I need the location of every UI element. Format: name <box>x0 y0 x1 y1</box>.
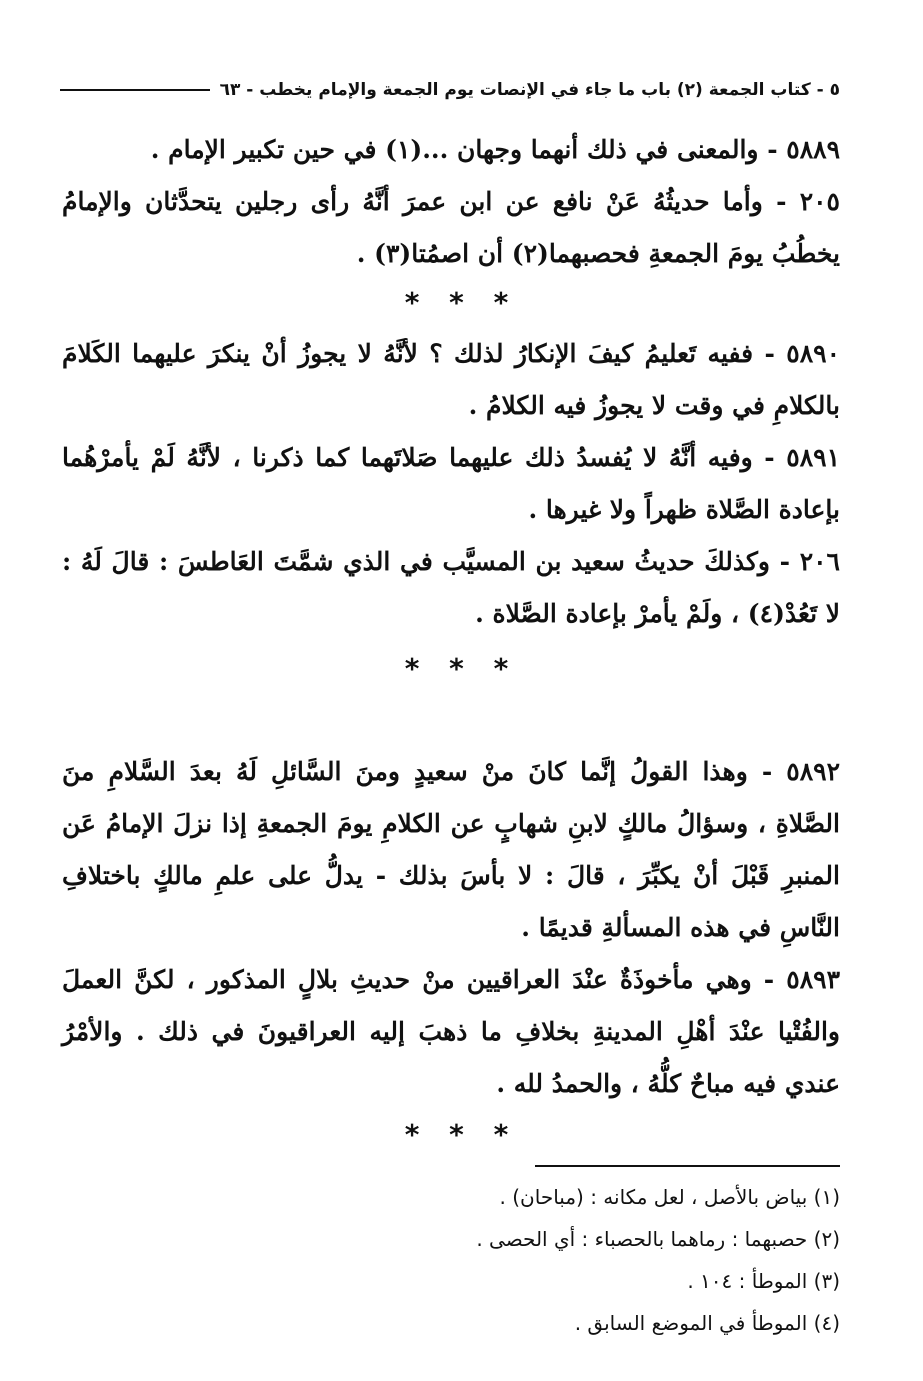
paragraph-5889: ٥٨٨٩ - والمعنى في ذلك أنهما وجهان ...(١) في حين تكبير الإمام . <box>150 135 840 164</box>
text-block-b <box>62 328 840 640</box>
paragraph-5891: ٥٨٩١ - وفيه أنَّهُ لا يُفسدُ ذلك عليهما صَلاتَهما كما ذكرنا ، لأنَّهُ لَمْ يأمرْهُما بإعادة الصَّلاة ظهراً ولا غيرها . <box>62 443 840 524</box>
footnotes <box>62 1176 840 1344</box>
running-head <box>60 72 840 108</box>
paragraph-206: ٢٠٦ - وكذلكَ حديثُ سعيد بن المسيَّب في الذي شمَّتَ العَاطسَ : قالَ لَهُ : لا تَعُدْ(٤) ، ولَمْ يأمرْ بإعادة الصَّلاة . <box>62 547 840 628</box>
footnote-3: (٣) الموطأ : ١٠٤ . <box>687 1269 840 1293</box>
section-separator-2: * * * <box>404 652 519 685</box>
paragraph-5892: ٥٨٩٢ - وهذا القولُ إنَّما كانَ منْ سعيدٍ ومنَ السَّائلِ لَهُ بعدَ السَّلامِ منَ الصَّلاةِ ، وسؤالُ مالكٍ لابنِ شهابٍ عن الكلامِ يومَ الجمعةِ إذا نزلَ الإمامُ عَن المنبرِ قَبْلَ أنْ يكبِّرَ ، قالَ : لا بأسَ بذلك - يدلُّ على علمِ مالكٍ باختلافِ النَّاسِ في هذه المسألةِ قديمًا . <box>62 757 840 942</box>
text-block-a <box>62 124 840 280</box>
footnote-rule <box>535 1165 840 1167</box>
running-head-rule <box>60 89 210 91</box>
footnote-1: (١) بياض بالأصل ، لعل مكانه : (مباحان) . <box>499 1185 840 1209</box>
running-head-text: ٥ - كتاب الجمعة (٢) باب ما جاء في الإنصات يوم الجمعة والإمام يخطب - ٦٣ <box>219 80 840 100</box>
text-block-c <box>62 746 840 1110</box>
paragraph-5890: ٥٨٩٠ - ففيه تَعليمُ كيفَ الإنكارُ لذلك ؟ لأنَّهُ لا يجوزُ أنْ ينكرَ عليهما الكَلامَ بالكلامِ في وقت لا يجوزُ فيه الكلامُ . <box>62 339 840 420</box>
paragraph-5893: ٥٨٩٣ - وهي مأخوذَةٌ عنْدَ العراقيين منْ حديثِ بلالٍ المذكور ، لكنَّ العملَ والفُتْيا عنْدَ أهْلِ المدينةِ بخلافِ ما ذهبَ إليه العراقيونَ في ذلك . والأمْرُ عندي فيه مباحٌ كلُّهُ ، والحمدُ لله . <box>62 965 840 1098</box>
footnote-2: (٢) حصبهما : رماهما بالحصباء : أي الحصى . <box>476 1227 840 1251</box>
paragraph-205: ٢٠٥ - وأما حديثُهُ عَنْ نافع عن ابن عمرَ أنَّهُ رأى رجلين يتحدَّثان والإمامُ يخطُبُ يومَ الجمعةِ فحصبهما(٢) أن اصمُتا(٣) . <box>62 187 840 268</box>
section-separator-1: * * * <box>404 286 519 319</box>
section-separator-3: * * * <box>404 1118 519 1151</box>
footnote-4: (٤) الموطأ في الموضع السابق . <box>574 1311 840 1335</box>
